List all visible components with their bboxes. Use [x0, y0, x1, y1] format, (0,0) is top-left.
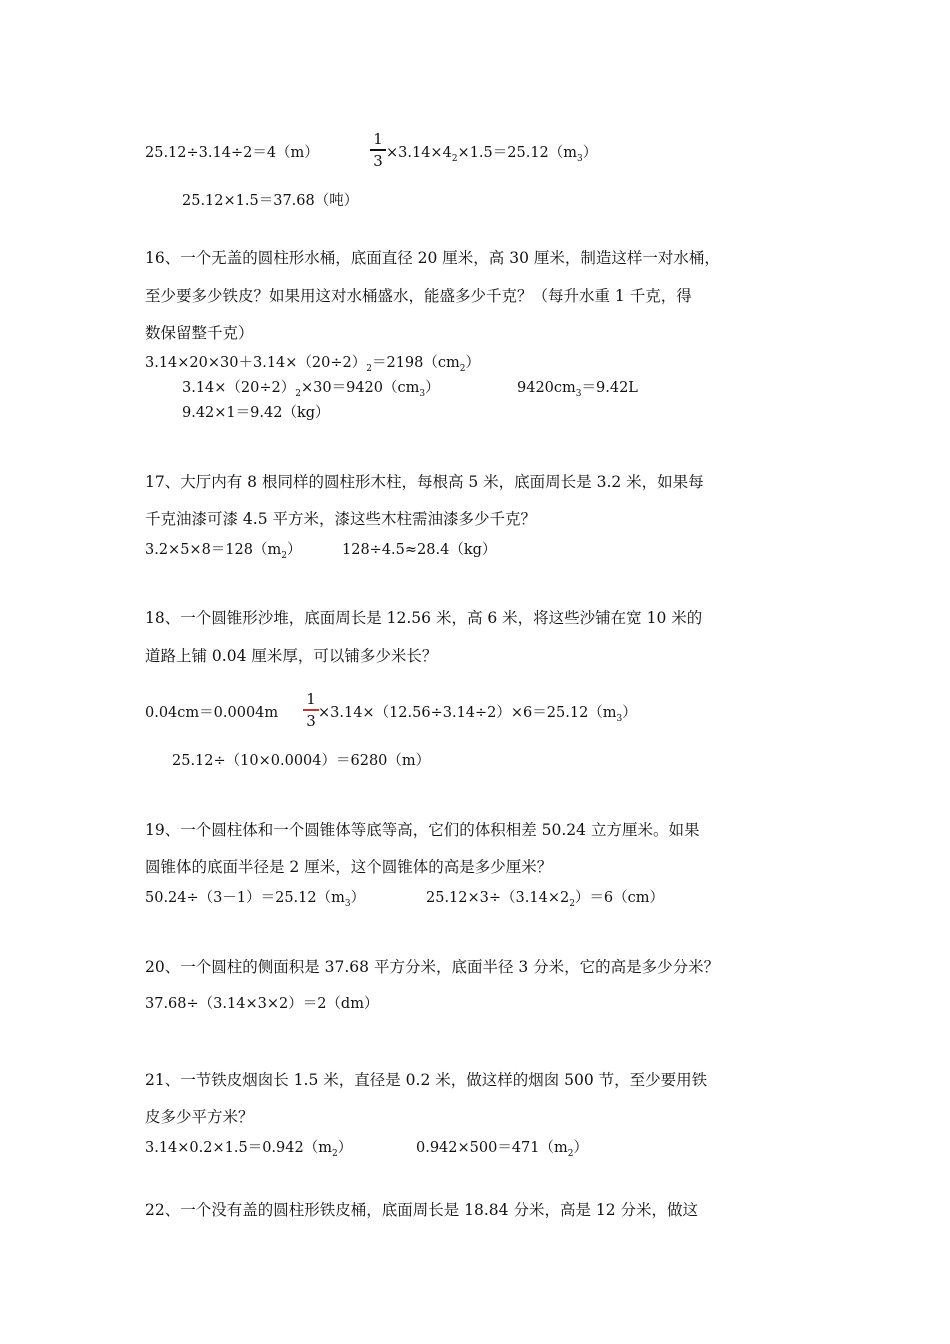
s15-answer-volume: $\times 3.14\times 4_2\times 1.5=25.12(m_3)$: [386, 145, 598, 164]
q19-text-line-1: 19、一个圆柱体和一个圆锥体等底等高，它们的体积相差 50.24 立方厘米。如果: [145, 821, 700, 839]
q17-answer-line-1b: 128÷4.5≈28.4（kg）: [342, 542, 497, 558]
q18-text-line-2: 道路上铺 0.04 厘米厚，可以铺多少米长？: [145, 647, 438, 665]
q16-answer-line-2: $3.14\times(20\div 2)_2\times 30=9420(cm_3)$: [182, 380, 440, 399]
q18-fraction: [303, 690, 319, 730]
s15-answer-radius: 25.12÷3.14÷2＝4（m）: [145, 145, 319, 161]
s15-fraction: [370, 130, 386, 170]
q19-answer-line-1: $50.24\div(3-1)=25.12(m_3)$: [145, 890, 366, 909]
q17-answer-line-1: $3.2\times 5\times 8=128(m_2)$: [145, 542, 302, 561]
q16-text-line-2: 至少要多少铁皮？如果用这对水桶盛水，能盛多少千克？（每升水重 1 千克，得: [145, 287, 692, 305]
fraction-numerator: 1: [306, 690, 316, 708]
q21-answer-line-1b: $0.942\times 500=471(m_2)$: [416, 1140, 588, 1159]
s15-answer-line-2: 25.12×1.5＝37.68（吨）: [182, 193, 359, 209]
fraction-denominator: 3: [373, 151, 383, 170]
q22-text-line-1: 22、一个没有盖的圆柱形铁皮桶，底面周长是 18.84 分米，高是 12 分米，做这: [145, 1201, 699, 1219]
fraction-denominator: 3: [306, 711, 316, 730]
q18-answer-volume: $\times 3.14\times(12.56\div 3.14\div 2)\times 6=25.12(m_3)$: [318, 705, 637, 724]
q20-answer-line-1: 37.68÷（3.14×3×2）＝2（dm）: [145, 996, 379, 1012]
q19-text-line-2: 圆锥体的底面半径是 2 厘米，这个圆锥体的高是多少厘米？: [145, 858, 553, 876]
fraction-bar: [370, 149, 386, 151]
s15-answer-line-1: [145, 142, 319, 164]
q16-answer-line-1: $3.14\times 20\times 30+3.14\times(20\div 2)_2=2198(cm_2)$: [145, 355, 480, 374]
q18-text-line-1: 18、一个圆锥形沙堆，底面周长是 12.56 米，高 6 米，将这些沙铺在宽 10 米的: [145, 609, 703, 627]
q17-text-line-2: 千克油漆可漆 4.5 平方米，漆这些木柱需油漆多少千克？: [145, 510, 537, 528]
fraction-bar: [303, 709, 319, 711]
q16-answer-line-2b: $9420cm_3=9.42L$: [517, 380, 638, 399]
q20-text-line-1: 20、一个圆柱的侧面积是 37.68 平方分米，底面半径 3 分米，它的高是多少分米？: [145, 958, 720, 976]
q16-text-line-3: 数保留整千克）: [145, 324, 254, 342]
q16-text-line-1: 16、一个无盖的圆柱形水桶，底面直径 20 厘米，高 30 厘米，制造这样一对水桶，: [145, 249, 720, 267]
q18-answer-line-2: 25.12÷（10×0.0004）＝6280（m）: [172, 753, 431, 769]
q17-text-line-1: 17、大厅内有 8 根同样的圆柱形木柱，每根高 5 米，底面周长是 3.2 米，如果每: [145, 473, 704, 491]
q21-text-line-2: 皮多少平方米？: [145, 1108, 254, 1126]
q19-answer-line-1b: $25.12\times 3\div(3.14\times 2_2)=6(cm)$: [426, 890, 665, 909]
q21-answer-line-1: $3.14\times 0.2\times 1.5=0.942(m_2)$: [145, 1140, 353, 1159]
q18-answer-conversion: 0.04cm＝0.0004m: [145, 705, 279, 721]
fraction-numerator: 1: [373, 130, 383, 148]
q16-answer-line-3: 9.42×1＝9.42（kg）: [182, 405, 330, 421]
q21-text-line-1: 21、一节铁皮烟囱长 1.5 米，直径是 0.2 米，做这样的烟囱 500 节，至少要用铁: [145, 1071, 708, 1089]
